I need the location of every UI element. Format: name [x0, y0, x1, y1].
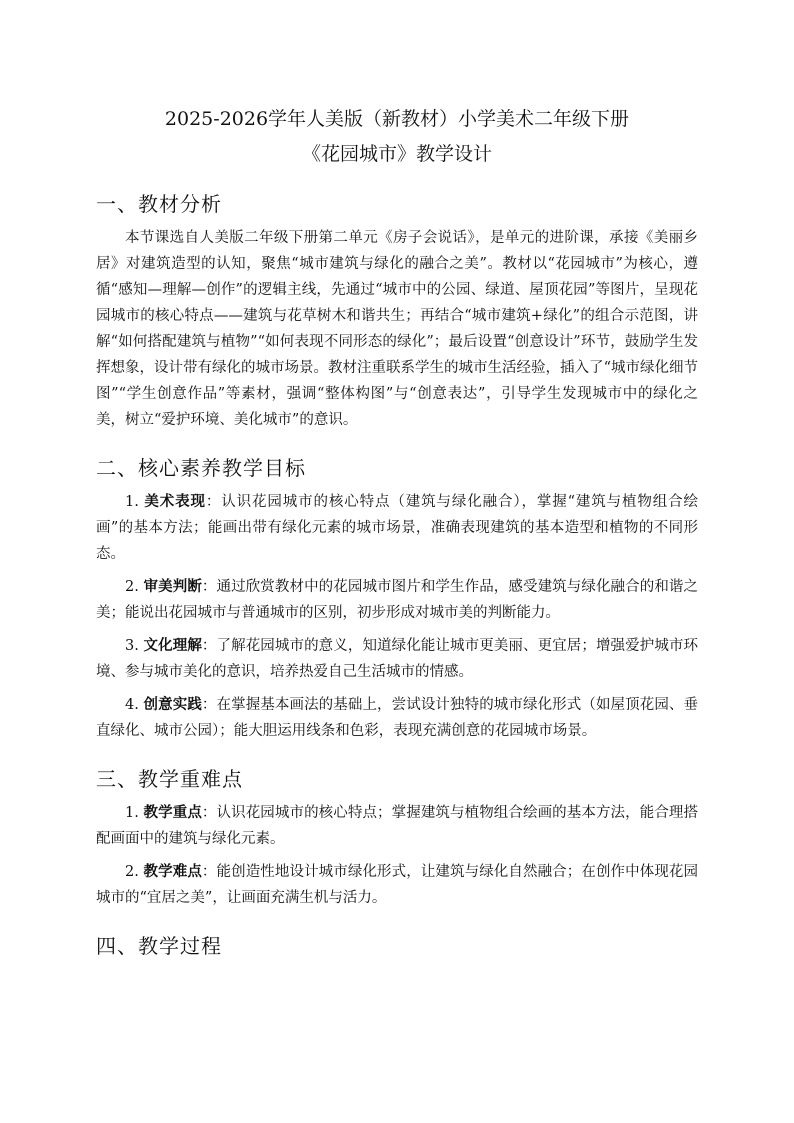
section-heading: 三、教学重难点	[96, 767, 243, 791]
section-key-difficult-points	[96, 764, 698, 911]
item-text: ：了解花园城市的意义，知道绿化能让城市更美丽、更宜居；增强爱护城市环境、参与城市美化的意识，培养热爱自己生活城市的情感。	[96, 638, 698, 680]
item-number: 1.	[125, 805, 139, 821]
item-number: 4.	[125, 697, 139, 713]
item-number: 1.	[125, 494, 139, 510]
item-label: 审美判断	[143, 578, 202, 595]
item-text: ：认识花园城市的核心特点；掌握建筑与植物组合绘画的基本方法，能合理搭配画面中的建筑与绿化元素。	[96, 805, 698, 847]
section-core-literacy-goals	[96, 453, 698, 744]
section-heading: 四、教学过程	[96, 934, 222, 958]
list-item	[96, 489, 698, 567]
item-text: ：在掌握基本画法的基础上，尝试设计独特的城市绿化形式（如屋顶花园、垂直绿化、城市公园）；能大胆运用线条和色彩，表现充满创意的花园城市场景。	[96, 697, 698, 739]
list-item	[96, 859, 698, 911]
section-heading: 二、核心素养教学目标	[96, 456, 306, 480]
list-item	[96, 692, 698, 744]
list-item	[96, 574, 698, 626]
document-title	[96, 0, 698, 172]
section-textbook-analysis	[96, 189, 698, 433]
item-text: ：认识花园城市的核心特点（建筑与绿化融合），掌握“建筑与植物组合绘画”的基本方法；能画出带有绿化元素的城市场景，准确表现建筑的基本造型和植物的不同形态。	[96, 494, 698, 562]
item-number: 2.	[125, 579, 139, 595]
item-label: 教学难点	[143, 863, 202, 880]
title-line-2: 《花园城市》教学设计	[301, 143, 492, 165]
title-line-1: 2025-2026学年人美版（新教材）小学美术二年级下册	[164, 108, 630, 130]
item-label: 美术表现	[144, 493, 206, 510]
item-text: ：能创造性地设计城市绿化形式，让建筑与绿化自然融合；在创作中体现花园城市的“宜居之美”，让画面充满生机与活力。	[96, 864, 698, 906]
item-label: 文化理解	[143, 637, 202, 654]
item-text: ：通过欣赏教材中的花园城市图片和学生作品，感受建筑与绿化融合的和谐之美；能说出花园城市与普通城市的区别，初步形成对城市美的判断能力。	[96, 579, 698, 621]
list-item	[96, 633, 698, 685]
item-number: 3.	[125, 638, 139, 654]
section-heading: 一、教材分析	[96, 192, 222, 216]
section-teaching-process	[96, 931, 698, 961]
item-number: 2.	[125, 864, 139, 880]
item-label: 教学重点	[143, 804, 202, 821]
list-item	[96, 800, 698, 852]
item-label: 创意实践	[143, 696, 202, 713]
section-paragraph: 本节课选自人美版二年级下册第二单元《房子会说话》，是单元的进阶课，承接《美丽乡居》对建筑造型的认知，聚焦“城市建筑与绿化的融合之美”。教材以“花园城市”为核心，遵循“感知—理解—创作”的逻辑主线，先通过“城市中的公园、绿道、屋顶花园”等图片，呈现花园城市的核心特点——建筑与花草树木和谐共生；再结合“城市建筑+绿化”的组合示范图，讲解“如何搭配建筑与植物”“如何表现不同形态的绿化”；最后设置“创意设计”环节，鼓励学生发挥想象，设计带有绿化的城市场景。教材注重联系学生的城市生活经验，插入了“城市绿化细节图”“学生创意作品”等素材，强调“整体构图”与“创意表达”，引导学生发现城市中的绿化之美，树立“爱护环境、美化城市”的意识。	[96, 230, 698, 428]
